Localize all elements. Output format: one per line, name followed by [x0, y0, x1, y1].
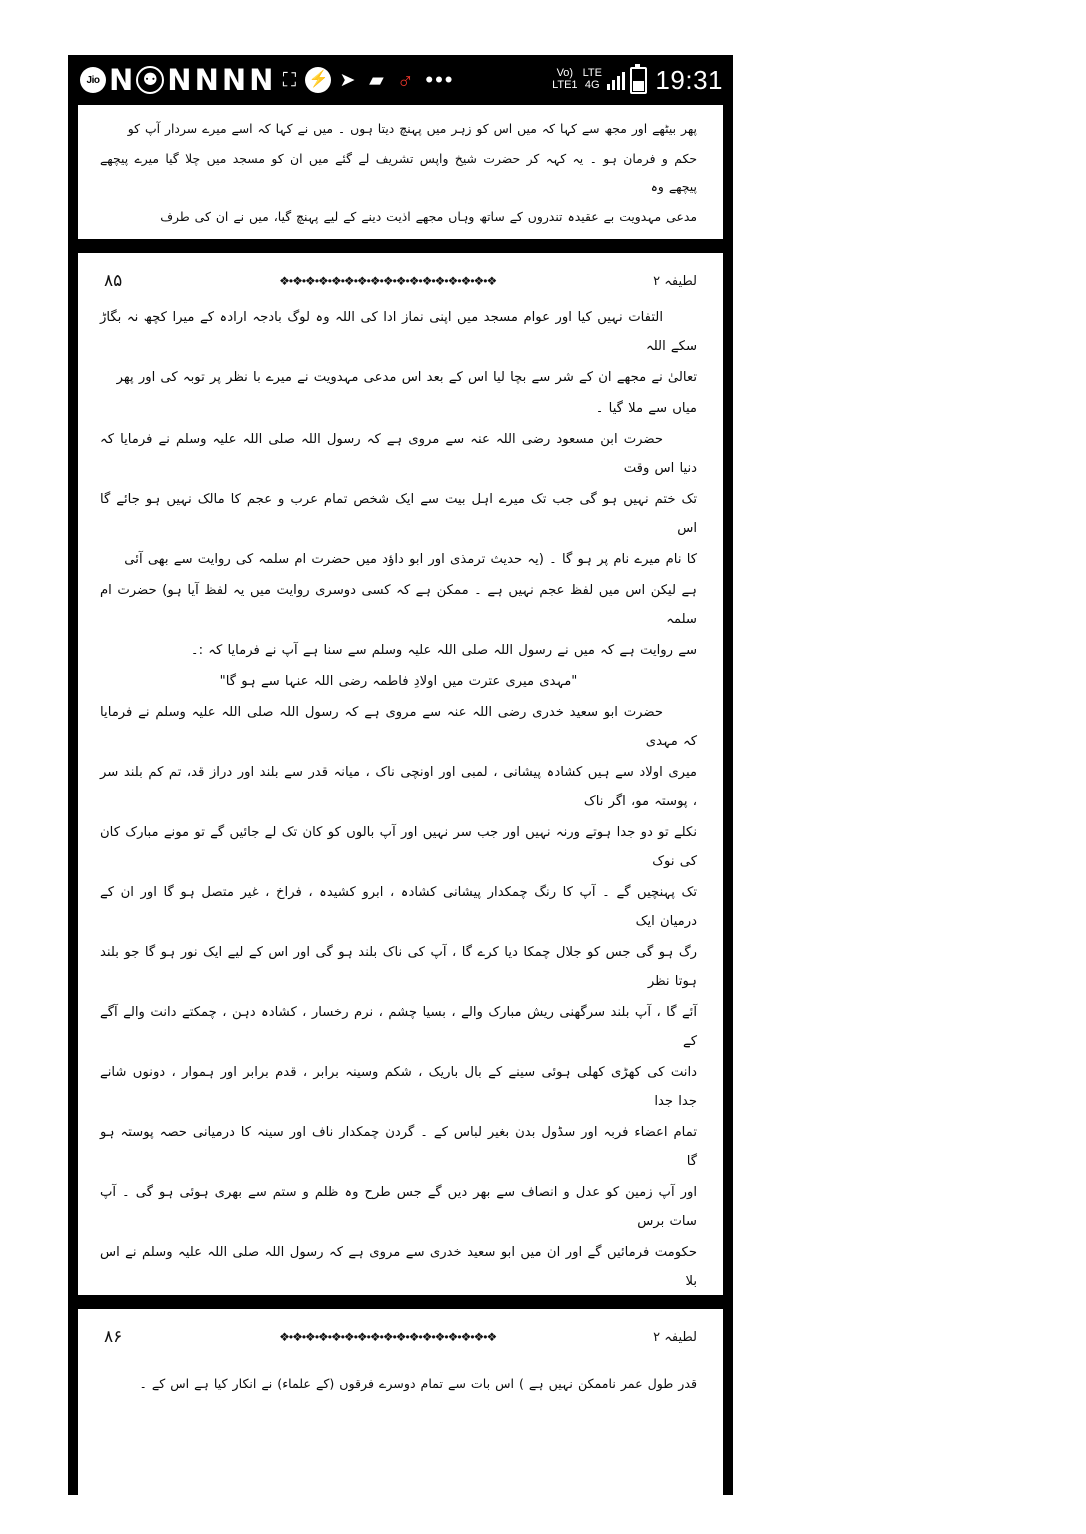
folder-icon: ▰ [369, 69, 384, 91]
screenshot-icon: ⛶ [282, 69, 297, 91]
text-line: التفات نہیں کیا اور عوام مسجد میں اپنی نماز ادا کی اللہ وہ لوگ بادجہ ارادہ کے میرا کچھ نہ بگاڑ سکے اللہ [100, 310, 697, 354]
text-line: تعالیٰ نے مجھے ان کے شر سے بچا لیا اس کے بعد اس مدعی مہدویت نے میرے با نظر پر توبہ کی اور پھر [116, 370, 697, 385]
text-line: حکم و فرمان ہو ۔ یہ کہہ کر حضرت شیخ واپس تشریف لے گئے میں ان کو مسجد میں چلا گیا میرے پیچھے پیچھے وہ [100, 151, 697, 194]
netflix-n-icon: N [249, 62, 274, 97]
text-line: مدعی مہدویت بے عقیدہ تندروں کے ساتھ وہاں مجھے اذیت دینے کے لیے پہنچ گیا، میں نے ان کی طرف [160, 209, 697, 224]
text-line: سے روایت ہے کہ میں نے رسول اللہ صلی اللہ علیہ وسلم سے سنا ہے آپ نے فرمایا کہ :۔ [190, 643, 697, 658]
text-line: حضرت ابو سعید خدری رضی اللہ عنہ سے مروی ہے کہ رسول اللہ صلی اللہ علیہ وسلم نے فرمایا کہ مہدی [100, 705, 697, 749]
page-previous-text [78, 105, 723, 239]
text-line: آئے گا ، آپ بلند سرگھنی ریش مبارک والے ، بسیا چشم ، نرم رخسار ، کشادہ دہن ، چمکتے دانت والے آگے کے [100, 1005, 697, 1049]
text-line: ہے لیکن اس میں لفظ عجم نہیں ہے ۔ ممکن ہے کہ کسی دوسری روایت میں یہ لفظ آیا ہو) حضرت ام سلمہ [100, 583, 697, 627]
page-header [78, 1309, 723, 1351]
netflix-n-icon: N [194, 62, 219, 97]
page-next-text [78, 1351, 723, 1407]
phone-screenshot-frame [68, 55, 733, 1495]
app-circle-icon: ⚉ [136, 66, 164, 94]
page-header [78, 253, 723, 295]
send-icon: ➤ [339, 69, 356, 91]
ornament-divider-icon: ❖•❖•❖•❖•❖•❖•❖•❖•❖•❖•❖•❖•❖•❖•❖•❖•❖ [279, 1330, 497, 1344]
status-bar-notifications [80, 62, 552, 97]
scanned-document-viewer[interactable] [68, 105, 733, 1495]
status-bar-clock: 19:31 [655, 64, 723, 95]
page-current-text [78, 295, 723, 1295]
status-bar-system [552, 65, 723, 96]
text-line: میاں سے ملا گیا ۔ [595, 401, 697, 416]
page-number: ۸۶ [104, 1327, 123, 1347]
text-line: رگ ہو گی جس کو جلال چمکا دیا کرے گا ، آپ کی ناک بلند ہو گی اور اس کے لیے ایک نور ہو گا جو بلند ہوتا نظر [100, 945, 697, 989]
page-section-label: لطیفہ ۲ [653, 273, 697, 289]
jio-logo-icon: Jio [80, 67, 106, 93]
text-line: دانت کی کھڑی کھلی ہوئی سینے کے بال باریک ، شکم وسینہ برابر ، قدم برابر اور ہموار ، دونوں شانے جدا جدا [100, 1065, 697, 1109]
volte-label-top: Vo) [556, 67, 574, 80]
volte-label-bottom: LTE1 [552, 79, 578, 91]
scan-page-next[interactable] [78, 1309, 723, 1495]
netflix-n-icon: N [109, 62, 134, 97]
network-label-bottom: 4G [584, 79, 600, 91]
text-line: قدر طول عمر ناممکن نہیں ہے ) اس بات سے تمام دوسرے فرقوں (کے علماء) نے انکار کیا ہے اس کے ۔ [139, 1376, 697, 1391]
network-indicator [583, 68, 602, 91]
network-label-top: LTE [582, 67, 602, 80]
status-bar [68, 55, 733, 105]
page-section-label: لطیفہ ۲ [653, 1329, 697, 1345]
flash-circle-icon: ⚡ [305, 67, 331, 93]
signal-bars-icon [607, 70, 626, 90]
text-line: حضرت ابن مسعود رضی اللہ عنہ سے مروی ہے کہ رسول اللہ صلی اللہ علیہ وسلم نے فرمایا کہ دنیا اس وقت [100, 432, 697, 476]
text-line: تک پہنچیں گے ۔ آپ کا رنگ چمکدار پیشانی کشادہ ، ابرو کشیدہ ، فراخ ، غیر متصل ہو گا اور ان کے درمیان ایک [100, 885, 697, 929]
netflix-n-icon: N [221, 62, 247, 97]
text-line: تک ختم نہیں ہو گی جب تک میرے اہل بیت سے ایک شخص تمام عرب و عجم کا مالک نہیں ہو جائے گا اس [100, 492, 697, 536]
text-line: حکومت فرمائیں گے اور ان میں ابو سعید خدری سے مروی ہے کہ رسول اللہ صلی اللہ علیہ وسلم نے اس بلا [100, 1245, 697, 1289]
text-line: اور آپ زمین کو عدل و انصاف سے بھر دیں گے جس طرح وہ ظلم و ستم سے بھری ہوئی ہو گی ۔ آپ سات برس [100, 1185, 697, 1229]
text-line: میری اولاد سے ہیں کشادہ پیشانی ، لمبی اور اونچی ناک ، میانہ قدر سے بلند اور دراز قد، تم کم بلند سر ، پوستہ مو، اگر ناک [100, 765, 697, 809]
ornament-divider-icon: ❖•❖•❖•❖•❖•❖•❖•❖•❖•❖•❖•❖•❖•❖•❖•❖•❖ [279, 274, 497, 288]
scan-page-current[interactable] [78, 253, 723, 1295]
netflix-n-icon: N [167, 62, 192, 97]
battery-icon [630, 67, 647, 94]
text-line: تمام اعضاء فربہ اور سڈول بدن بغیر لباس کے ۔ گردن چمکدار ناف اور سینہ کا درمیانی حصہ پوستہ ہو گا [100, 1125, 697, 1169]
text-line: کا نام میرے نام پر ہو گا ۔ (یہ حدیث ترمذی اور ابو داؤد میں حضرت ام سلمہ کی روایت سے بھی آئی [124, 552, 697, 567]
page-number: ۸۵ [104, 271, 123, 291]
scan-page-previous[interactable] [78, 105, 723, 239]
quoted-hadith-line: "مہدی میری عترت میں اولادِ فاطمہ رضی اللہ عنہا سے ہو گا" [219, 674, 578, 689]
text-line: نکلے تو دو جدا ہوتے ورنہ نہیں اور جب سر نہیں اور آپ بالوں کو کان تک لے جائیں گے تو مونے مبارک کان کی نوک [100, 825, 697, 869]
overflow-dots-icon: ••• [425, 67, 455, 93]
volte-indicator [552, 68, 577, 91]
record-red-icon: ♂ [396, 66, 415, 93]
text-line: پھر بیٹھے اور مجھ سے کہا کہ میں اس کو زہر میں پہنچ دیتا ہوں ۔ میں نے کہا کہ اسے میرے سردار آپ کو [127, 121, 697, 136]
